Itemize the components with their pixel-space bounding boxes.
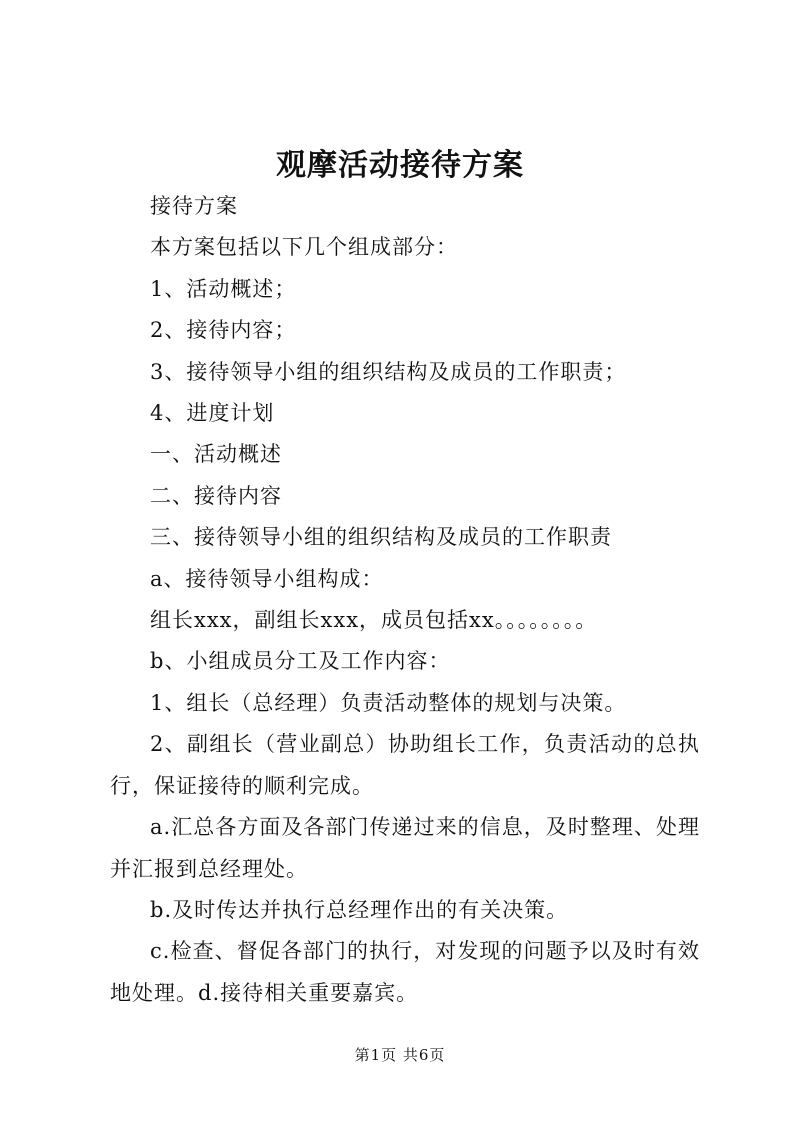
paragraph: 二、接待内容: [150, 483, 282, 508]
paragraph: 一、活动概述: [150, 442, 282, 467]
paragraph: 接待方案: [150, 194, 238, 218]
document-title: 观摩活动接待方案: [276, 148, 524, 183]
paragraph: 1、活动概述；: [150, 276, 297, 301]
page-footer: 第1页 共6页: [354, 1046, 446, 1064]
paragraph: 2、接待内容；: [150, 318, 297, 343]
paragraph: 3、接待领导小组的组织结构及成员的工作职责；: [150, 359, 627, 384]
paragraph: b.及时传达并执行总经理作出的有关决策。: [150, 897, 569, 922]
paragraph: 本方案包括以下几个组成部分：: [150, 235, 458, 260]
paragraph: b、小组成员分工及工作内容：: [150, 649, 451, 674]
paragraph: a.汇总各方面及各部门传递过来的信息，及时整理、处理并汇报到总经理处。: [110, 815, 700, 881]
paragraph: c.检查、督促各部门的执行，对发现的问题予以及时有效地处理。d.接待相关重要嘉宾。: [110, 939, 700, 1005]
paragraph: 2、副组长（营业副总）协助组长工作，负责活动的总执行，保证接待的顺利完成。: [110, 732, 700, 798]
paragraph: 组长xxx，副组长xxx，成员包括xx。。。。。。。。: [150, 608, 598, 633]
paragraph: 1、组长（总经理）负责活动整体的规划与决策。: [150, 690, 627, 715]
paragraph: a、接待领导小组构成：: [150, 566, 384, 591]
paragraph: 三、接待领导小组的组织结构及成员的工作职责: [150, 525, 612, 550]
document-body: [110, 186, 700, 1014]
paragraph: 4、进度计划: [150, 401, 275, 426]
